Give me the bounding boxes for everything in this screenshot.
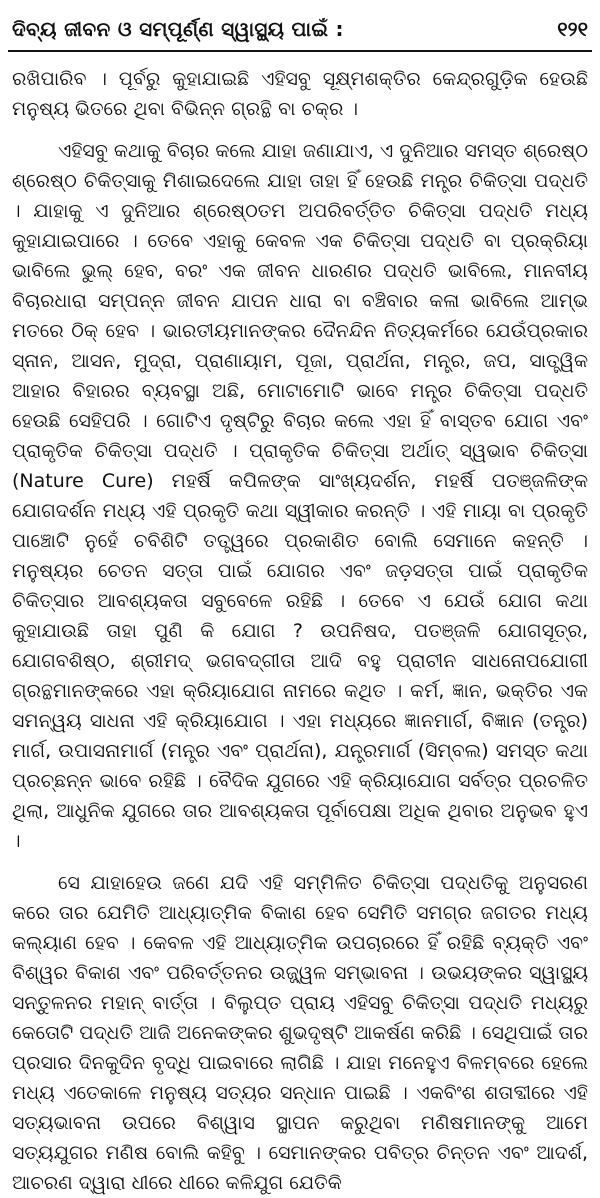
body-text: [12, 64, 588, 1194]
paragraph: ସେ ଯାହାହେଉ ଜଣେ ଯଦି ଏହି ସମ୍ମିଳିତ ଚିକିତ୍ସା ପଦ୍ଧତିକୁ ଅନୁସରଣ କରେ ତାର ଯେମିତି ଆଧ୍ୟାତ୍ମିକ ବିକାଶ ହେବ ସେମିତି ସମଗ୍ର ଜଗତର ମଧ୍ୟ କଲ୍ୟାଣ ହେବ । କେବଳ ଏହି ଆଧ୍ୟାତ୍ମିକ ଉପଚାରରେ ହିଁ ରହିଛି ବ୍ୟକ୍ତି ଏବଂ ବିଶ୍ୱର ବିକାଶ ଏବଂ ପରିବର୍ତ୍ତନର ଉଜ୍ଜ୍ୱଳ ସମ୍ଭାବନା । ଉଭୟଙ୍କର ସ୍ୱାସ୍ଥ୍ୟ ସନ୍ତୁଳନର ମହାନ୍ ବାର୍ତ୍ତା । ବିଲୁପ୍ତ ପ୍ରାୟ ଏହିସବୁ ଚିକିତ୍ସା ପଦ୍ଧତି ମଧ୍ୟରୁ କେତୋଟି ପଦ୍ଧତି ଆଜି ଅନେକଙ୍କର ଶୁଭଦୃଷ୍ଟି ଆକର୍ଷଣ କରିଛି । ସେଥିପାଇଁ ତାର ପ୍ରସାର ଦିନକୁଦିନ ବୃଦ୍ଧି ପାଇବାରେ ଲାଗିଛି । ଯାହା ମନେହୁଏ ବିଳମ୍ବରେ ହେଲେ ମଧ୍ୟ ଏତେକାଳେ ମନୁଷ୍ୟ ସତ୍ୟର ସନ୍ଧାନ ପାଇଛି । ଏକବିଂଶ ଶତାବ୍ଦୀରେ ଏହି ସତ୍ୟଭାବନା ଉପରେ ବିଶ୍ୱାସ ସ୍ଥାପନ କରୁଥିବା ମଣିଷମାନଙ୍କୁ ଆମେ ସତ୍ୟଯୁଗର ମଣିଷ ବୋଲି କହିବୁ । ସେମାନଙ୍କର ପବିତ୍ର ଚିନ୍ତନ ଏବଂ ଆଦର୍ଶ, ଆଚରଣ ଦ୍ୱାରା ଧୀରେ ଧୀରେ କଳିଯୁଗ ଯେତିକି: [12, 872, 588, 1194]
running-head-title: ଦିବ୍ୟ ଜୀବନ ଓ ସମ୍ପୂର୍ଣ୍ଣ ସ୍ୱାସ୍ଥ୍ୟ ପାଇଁ :: [12, 17, 344, 41]
paragraph: ରଖିପାରିବ । ପୂର୍ବରୁ କୁହାଯାଇଛି ଏହିସବୁ ସୂକ୍ଷ୍ମଶକ୍ତିର କେନ୍ଦ୍ରଗୁଡ଼ିକ ହେଉଛି ମନୁଷ୍ୟ ଭିତରେ ଥିବା ବିଭିନ୍ନ ଗ୍ରନ୍ଥି ବା ଚକ୍ର ।: [12, 68, 588, 120]
running-head: [12, 14, 588, 44]
header-rule: [8, 50, 592, 52]
page-number: ୧୨୧: [557, 17, 588, 41]
paragraph: ଏହିସବୁ କଥାକୁ ବିଚାର କଲେ ଯାହା ଜଣାଯାଏ, ଏ ଦୁନିଆର ସମସ୍ତ ଶ୍ରେଷ୍ଠ ଶ୍ରେଷ୍ଠ ଚିକିତ୍ସାକୁ ମିଶାଇଦେଲେ ଯାହା ତାହା ହିଁ ହେଉଛି ମନ୍ତ୍ର ଚିକିତ୍ସା ପଦ୍ଧତି । ଯାହାକୁ ଏ ଦୁନିଆର ଶ୍ରେଷ୍ଠତମ ଅପରିବର୍ତ୍ତିତ ଚିକିତ୍ସା ପଦ୍ଧତି ମଧ୍ୟ କୁହାଯାଇପାରେ । ତେବେ ଏହାକୁ କେବଳ ଏକ ଚିକିତ୍ସା ପଦ୍ଧତି ବା ପ୍ରକ୍ରିୟା ଭାବିଲେ ଭୁଲ୍ ହେବ, ବରଂ ଏକ ଜୀବନ ଧାରଣର ପଦ୍ଧତି ଭାବିଲେ, ମାନବୀୟ ବିଚାରଧାରା ସମ୍ପନ୍ନ ଜୀବନ ଯାପନ ଧାରା ବା ବଞ୍ଚିବାର କଳା ଭାବିଲେ ଆମ୍ଭ ମତରେ ଠିକ୍ ହେବ । ଭାରତୀୟମାନଙ୍କର ଦୈନନ୍ଦିନ ନିତ୍ୟକର୍ମରେ ଯେଉଁପ୍ରକାର ସ୍ନାନ, ଆସନ, ମୁଦ୍ରା, ପ୍ରାଣାୟାମ, ପୂଜା, ପ୍ରାର୍ଥନା, ମନ୍ତ୍ର, ଜପ, ସାତ୍ତ୍ୱିକ ଆହାର ବିହାରର ବ୍ୟବସ୍ଥା ଅଛି, ମୋଟାମୋଟି ଭାବେ ମନ୍ତ୍ର ଚିକିତ୍ସା ପଦ୍ଧତି ହେଉଛି ସେହିପରି । ଗୋଟିଏ ଦୃଷ୍ଟିରୁ ବିଚାର କଲେ ଏହା ହିଁ ବାସ୍ତବ ଯୋଗ ଏବଂ ପ୍ରାକୃତିକ ଚିକିତ୍ସା ପଦ୍ଧତି । ପ୍ରାକୃତିକ ଚିକିତ୍ସା ଅର୍ଥାତ୍ ସ୍ୱଭାବ ଚିକିତ୍ସା (Nature Cure) ମହର୍ଷି କପିଳଙ୍କ ସାଂଖ୍ୟଦର୍ଶନ, ମହର୍ଷି ପତଞ୍ଜଳିଙ୍କ ଯୋଗଦର୍ଶନ ମଧ୍ୟ ଏହି ପ୍ରକୃତି କଥା ସ୍ୱୀକାର କରନ୍ତି । ଏହି ମାୟା ବା ପ୍ରକୃତି ପାଞ୍ଚୋଟି ନୁହେଁ ଚବିଶିଟି ତତ୍ତ୍ୱରେ ପ୍ରକାଶିତ ବୋଲି ସେମାନେ କହନ୍ତି । ମନୁଷ୍ୟର ଚେତନ ସତ୍ତା ପାଇଁ ଯୋଗର ଏବଂ ଜଡ଼ସତ୍ତା ପାଇଁ ପ୍ରାକୃତିକ ଚିକିତ୍ସାର ଆବଶ୍ୟକତା ସବୁବେଳେ ରହିଛି । ତେବେ ଏ ଯେଉଁ ଯୋଗ କଥା କୁହାଯାଉଛି ତାହା ପୁଣି କି ଯୋଗ ? ଉପନିଷଦ, ପତଞ୍ଜଳି ଯୋଗସୂତ୍ର, ଯୋଗବଶିଷ୍ଠ, ଶ୍ରୀମଦ୍ ଭଗବଦ୍‌ଗୀତା ଆଦି ବହୁ ପ୍ରାଚୀନ ସାଧନୋପଯୋଗୀ ଗ୍ରନ୍ଥମାନଙ୍କରେ ଏହା କ୍ରିୟାଯୋଗ ନାମରେ କଥିତ । କର୍ମ, ଜ୍ଞାନ, ଭକ୍ତିର ଏକ ସମନ୍ୱୟ ସାଧନା ଏହି କ୍ରିୟାଯୋଗ । ଏହା ମଧ୍ୟରେ ଜ୍ଞାନମାର୍ଗ, ବିଜ୍ଞାନ (ତନ୍ତ୍ର) ମାର୍ଗ, ଉପାସନାମାର୍ଗ (ମନ୍ତ୍ର ଏବଂ ପ୍ରାର୍ଥନା), ଯନ୍ତ୍ରମାର୍ଗ (ସିମ୍ବଲ) ସମସ୍ତ କଥା ପ୍ରଚ୍ଛନ୍ନ ଭାବେ ରହିଛି । ବୈଦିକ ଯୁଗରେ ଏହି କ୍ରିୟାଯୋଗ ସର୍ବତ୍ର ପ୍ରଚଳିତ ଥିଲା, ଆଧୁନିକ ଯୁଗରେ ତାର ଆବଶ୍ୟକତା ପୂର୍ବାପେକ୍ଷା ଅଧିକ ଥିବାର ଅନୁଭବ ହୁଏ ।: [12, 140, 588, 852]
